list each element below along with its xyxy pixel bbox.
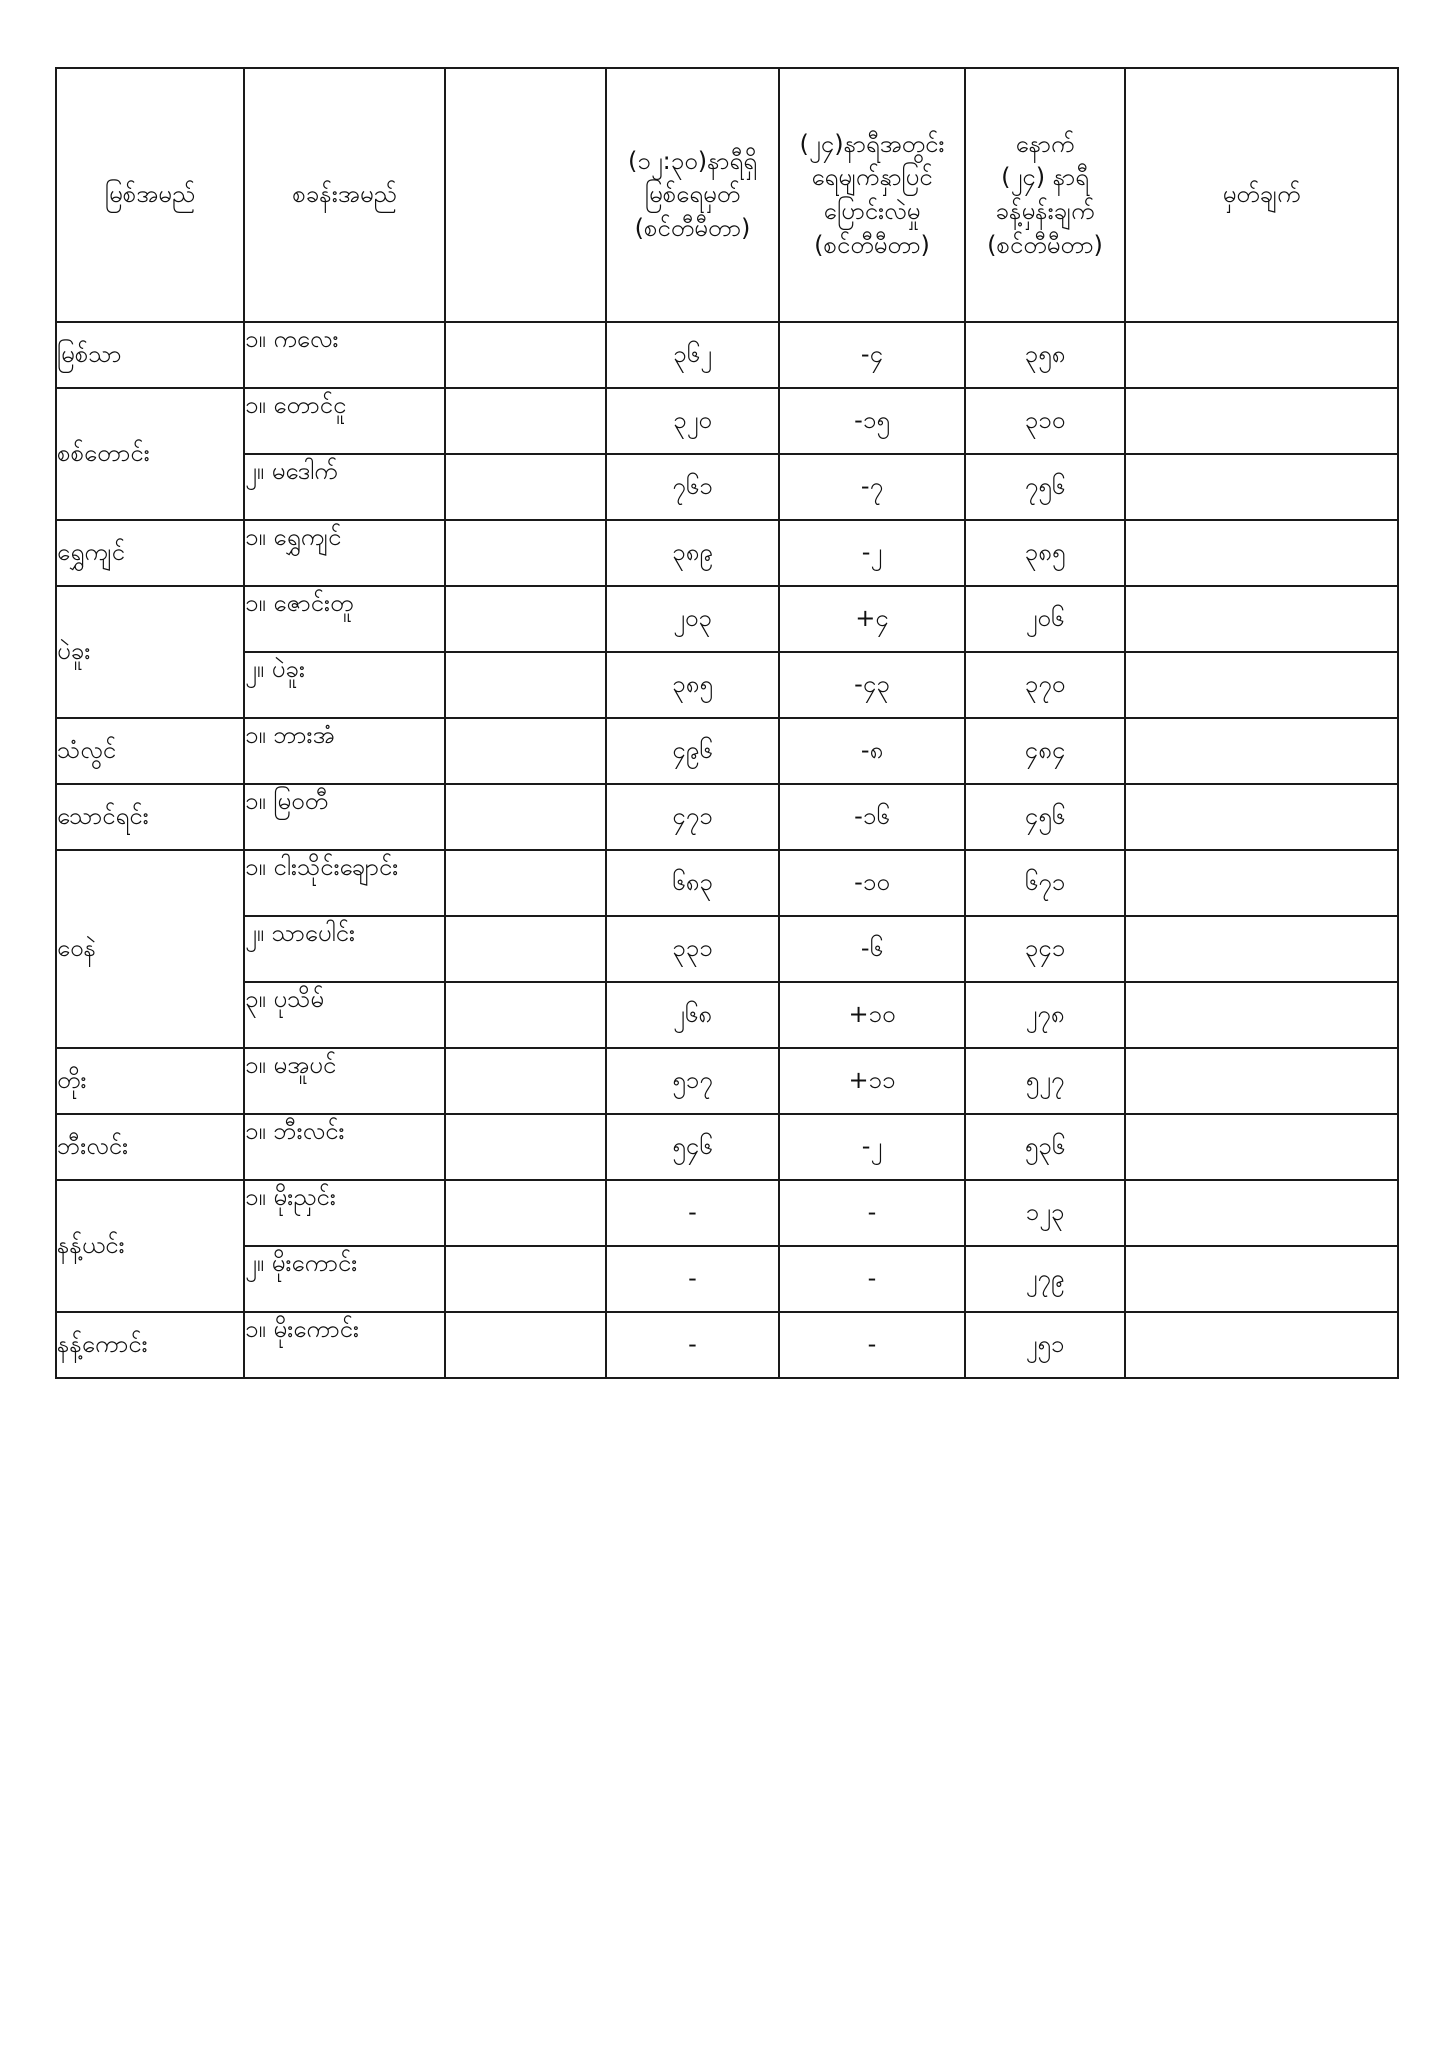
level-change-cell: +၁၀ xyxy=(779,982,965,1048)
remarks-cell xyxy=(1125,850,1398,916)
remarks-cell xyxy=(1125,784,1398,850)
blank-cell xyxy=(445,322,606,388)
river-name-cell: သောင်ရင်း xyxy=(56,784,244,850)
station-name-cell: ၁။ မြဝတီ xyxy=(244,784,445,850)
river-name-header-text: မြစ်အမည် xyxy=(104,180,196,209)
forecast-cell: ၅၂၇ xyxy=(965,1048,1125,1114)
blank-cell xyxy=(445,1246,606,1312)
station-name-cell: ၂။ သာပေါင်း xyxy=(244,916,445,982)
forecast-header-line-4: (စင်တီမီတာ) xyxy=(987,230,1103,259)
table-row xyxy=(56,784,1398,850)
forecast-cell: ၂၀၆ xyxy=(965,586,1125,652)
remarks-cell xyxy=(1125,454,1398,520)
water-level-header-line-1: (၁၂:၃၀)နာရီရှိ xyxy=(628,146,757,175)
water-level-cell: ၃၃၁ xyxy=(606,916,779,982)
forecast-cell: ၇၅၆ xyxy=(965,454,1125,520)
station-name-cell: ၁။ ကလေး xyxy=(244,322,445,388)
table-row xyxy=(56,322,1398,388)
forecast-header-line-1: နောက် xyxy=(1015,129,1075,158)
station-name-cell: ၁။ ဘားအံ xyxy=(244,718,445,784)
station-name-cell: ၂။ မဒေါက် xyxy=(244,454,445,520)
water-level-cell: ၂၆၈ xyxy=(606,982,779,1048)
table-row xyxy=(56,1246,1398,1312)
forecast-cell: ၃၈၅ xyxy=(965,520,1125,586)
water-level-cell: ၆၈၃ xyxy=(606,850,779,916)
table-row xyxy=(56,982,1398,1048)
table-row xyxy=(56,718,1398,784)
station-name-header-text: စခန်းအမည် xyxy=(292,180,397,209)
remarks-cell xyxy=(1125,520,1398,586)
table-row xyxy=(56,1114,1398,1180)
station-name-cell: ၁။ မိုးညှင်း xyxy=(244,1180,445,1246)
water-level-cell: ၅၁၇ xyxy=(606,1048,779,1114)
blank-cell xyxy=(445,1048,606,1114)
station-name-cell: ၂။ ပဲခူး xyxy=(244,652,445,718)
water-level-cell: - xyxy=(606,1180,779,1246)
level-change-cell: -၁၅ xyxy=(779,388,965,454)
water-level-cell: ၇၆၁ xyxy=(606,454,779,520)
blank-cell xyxy=(445,586,606,652)
water-level-cell: ၃၆၂ xyxy=(606,322,779,388)
table-row xyxy=(56,1312,1398,1378)
remarks-cell xyxy=(1125,388,1398,454)
level-change-cell: -၇ xyxy=(779,454,965,520)
table-row xyxy=(56,586,1398,652)
level-change-cell: -၂ xyxy=(779,520,965,586)
station-name-cell: ၃။ ပုသိမ် xyxy=(244,982,445,1048)
blank-cell xyxy=(445,1114,606,1180)
river-name-cell: ရွှေကျင် xyxy=(56,520,244,586)
water-level-cell: ၃၈၅ xyxy=(606,652,779,718)
river-level-table xyxy=(55,67,1399,1379)
forecast-cell: ၄၈၄ xyxy=(965,718,1125,784)
blank-cell xyxy=(445,916,606,982)
level-change-cell: -၈ xyxy=(779,718,965,784)
forecast-cell: ၂၇၈ xyxy=(965,982,1125,1048)
water-level-cell: - xyxy=(606,1246,779,1312)
level-change-header-line-4: (စင်တီမီတာ) xyxy=(814,230,930,259)
water-level-cell: ၃၈၉ xyxy=(606,520,779,586)
river-name-cell: နန့်ကောင်း xyxy=(56,1312,244,1378)
remarks-cell xyxy=(1125,1048,1398,1114)
table-row xyxy=(56,1048,1398,1114)
remarks-cell xyxy=(1125,652,1398,718)
table-row xyxy=(56,454,1398,520)
blank-cell xyxy=(445,520,606,586)
river-name-cell: စစ်တောင်း xyxy=(56,388,244,520)
remarks-cell xyxy=(1125,1114,1398,1180)
forecast-cell: ၅၃၆ xyxy=(965,1114,1125,1180)
level-change-header-line-3: ပြောင်းလဲမှု xyxy=(823,197,921,225)
water-level-cell: ၄၉၆ xyxy=(606,718,779,784)
water-level-cell: ၂၀၃ xyxy=(606,586,779,652)
blank-header xyxy=(445,68,606,322)
remarks-cell xyxy=(1125,1246,1398,1312)
station-name-cell: ၁။ တောင်ငူ xyxy=(244,388,445,454)
table-row xyxy=(56,850,1398,916)
forecast-header-line-2: (၂၄) နာရီ xyxy=(1001,163,1089,192)
level-change-cell: -၁၆ xyxy=(779,784,965,850)
station-name-cell: ၁။ ဇောင်းတူ xyxy=(244,586,445,652)
station-name-header xyxy=(244,68,445,322)
table-row xyxy=(56,388,1398,454)
remarks-header xyxy=(1125,68,1398,322)
level-change-cell: - xyxy=(779,1312,965,1378)
water-level-cell: - xyxy=(606,1312,779,1378)
remarks-cell xyxy=(1125,322,1398,388)
level-change-cell: -၂ xyxy=(779,1114,965,1180)
water-level-header-line-3: (စင်တီမီတာ) xyxy=(634,213,751,242)
remarks-cell xyxy=(1125,586,1398,652)
level-change-cell: -၄ xyxy=(779,322,965,388)
forecast-cell: ၁၂၃ xyxy=(965,1180,1125,1246)
river-name-cell: မြစ်သာ xyxy=(56,322,244,388)
blank-cell xyxy=(445,1312,606,1378)
blank-cell xyxy=(445,718,606,784)
level-change-cell: -၄၃ xyxy=(779,652,965,718)
level-change-cell: +၄ xyxy=(779,586,965,652)
blank-cell xyxy=(445,454,606,520)
level-change-header-line-1: (၂၄)နာရီအတွင်း xyxy=(799,129,945,158)
remarks-cell xyxy=(1125,916,1398,982)
station-name-cell: ၁။ ရွှေကျင် xyxy=(244,520,445,586)
table-row xyxy=(56,1180,1398,1246)
forecast-cell: ၂၅၁ xyxy=(965,1312,1125,1378)
blank-cell xyxy=(445,850,606,916)
forecast-cell: ၆၇၁ xyxy=(965,850,1125,916)
forecast-cell: ၄၅၆ xyxy=(965,784,1125,850)
level-change-header xyxy=(779,68,965,322)
river-name-cell: တိုး xyxy=(56,1048,244,1114)
blank-cell xyxy=(445,1180,606,1246)
forecast-cell: ၃၁၀ xyxy=(965,388,1125,454)
station-name-cell: ၁။ ဘီးလင်း xyxy=(244,1114,445,1180)
level-change-cell: +၁၁ xyxy=(779,1048,965,1114)
level-change-cell: -၁၀ xyxy=(779,850,965,916)
water-level-cell: ၅၄၆ xyxy=(606,1114,779,1180)
forecast-header-line-3: ခန့်မှန်းချက် xyxy=(995,197,1095,225)
level-change-cell: - xyxy=(779,1180,965,1246)
blank-cell xyxy=(445,388,606,454)
river-name-cell: ဝေနဲ xyxy=(56,850,244,1048)
river-name-header xyxy=(56,68,244,322)
forecast-cell: ၃၅၈ xyxy=(965,322,1125,388)
forecast-cell: ၂၇၉ xyxy=(965,1246,1125,1312)
table-row xyxy=(56,652,1398,718)
forecast-cell: ၃၇၀ xyxy=(965,652,1125,718)
level-change-cell: -၆ xyxy=(779,916,965,982)
station-name-cell: ၂။ မိုးကောင်း xyxy=(244,1246,445,1312)
station-name-cell: ၁။ မအူပင် xyxy=(244,1048,445,1114)
river-name-cell: ဘီးလင်း xyxy=(56,1114,244,1180)
remarks-cell xyxy=(1125,718,1398,784)
blank-cell xyxy=(445,982,606,1048)
river-name-cell: နန့်ယင်း xyxy=(56,1180,244,1312)
water-level-cell: ၄၇၁ xyxy=(606,784,779,850)
level-change-header-line-2: ရေမျက်နှာပြင် xyxy=(811,163,933,192)
remarks-cell xyxy=(1125,982,1398,1048)
water-level-cell: ၃၂၀ xyxy=(606,388,779,454)
remarks-cell xyxy=(1125,1180,1398,1246)
table-row xyxy=(56,916,1398,982)
station-name-cell: ၁။ ငါးသိုင်းချောင်း xyxy=(244,850,445,916)
river-name-cell: သံလွင် xyxy=(56,718,244,784)
remarks-cell xyxy=(1125,1312,1398,1378)
forecast-header xyxy=(965,68,1125,322)
level-change-cell: - xyxy=(779,1246,965,1312)
water-level-header xyxy=(606,68,779,322)
blank-cell xyxy=(445,652,606,718)
station-name-cell: ၁။ မိုးကောင်း xyxy=(244,1312,445,1378)
header-row xyxy=(56,68,1398,322)
river-name-cell: ပဲခူး xyxy=(56,586,244,718)
forecast-cell: ၃၄၁ xyxy=(965,916,1125,982)
remarks-header-text: မှတ်ချက် xyxy=(1222,180,1301,209)
blank-cell xyxy=(445,784,606,850)
table-row xyxy=(56,520,1398,586)
water-level-header-line-2: မြစ်ရေမှတ် xyxy=(644,180,741,209)
